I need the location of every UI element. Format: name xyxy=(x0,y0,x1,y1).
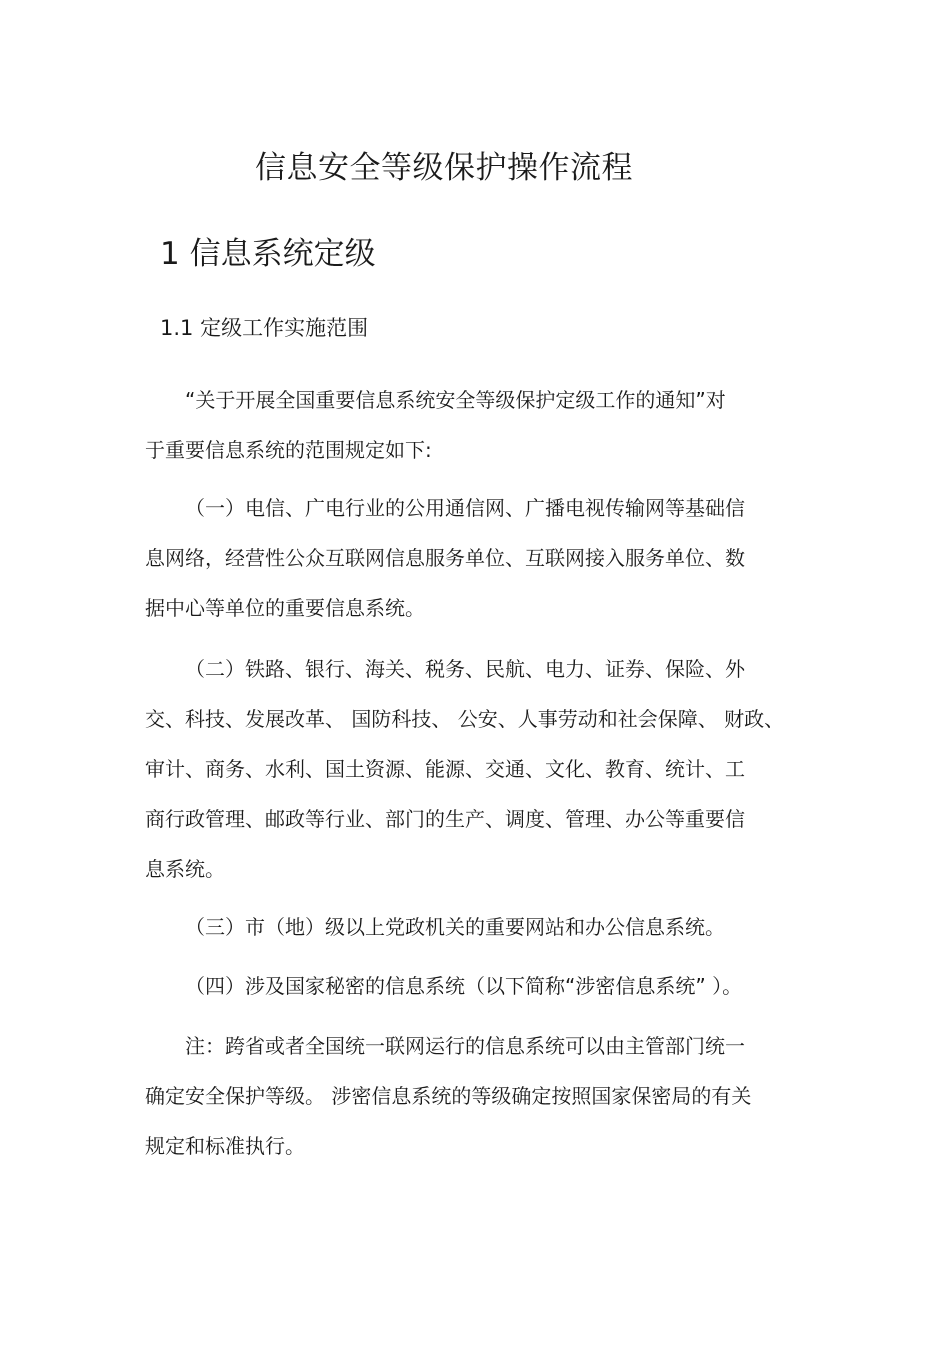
item2-line-5: 息系统。 xyxy=(145,857,225,881)
item4-line: （四）涉及国家秘密的信息系统（以下简称“涉密信息系统” ）。 xyxy=(185,974,743,998)
item1-line-1: （一）电信、广电行业的公用通信网、广播电视传输网等基础信 xyxy=(185,496,745,520)
intro-line-2: 于重要信息系统的范围规定如下: xyxy=(145,438,432,462)
item2-line-4: 商行政管理、邮政等行业、部门的生产、调度、管理、办公等重要信 xyxy=(145,807,745,831)
note-line-3: 规定和标准执行。 xyxy=(145,1134,305,1158)
note-line-1: 注：跨省或者全国统一联网运行的信息系统可以由主管部门统一 xyxy=(185,1034,745,1058)
intro-line-1: “关于开展全国重要信息系统安全等级保护定级工作的通知”对 xyxy=(185,388,726,412)
subsection-heading: 1.1 定级工作实施范围 xyxy=(160,316,369,340)
note-line-2: 确定安全保护等级。 涉密信息系统的等级确定按照国家保密局的有关 xyxy=(145,1084,752,1108)
section-heading: 1 信息系统定级 xyxy=(160,236,376,272)
item2-line-2: 交、科技、发展改革、 国防科技、 公安、人事劳动和社会保障、 财政、 xyxy=(145,707,785,731)
item2-line-3: 审计、商务、水利、国土资源、能源、交通、文化、教育、统计、工 xyxy=(145,757,745,781)
item1-line-3: 据中心等单位的重要信息系统。 xyxy=(145,596,425,620)
item1-line-2: 息网络，经营性公众互联网信息服务单位、互联网接入服务单位、数 xyxy=(145,546,745,570)
item3-line: （三）市（地）级以上党政机关的重要网站和办公信息系统。 xyxy=(185,915,725,939)
document-title: 信息安全等级保护操作流程 xyxy=(255,150,633,186)
item2-line-1: （二）铁路、银行、海关、税务、民航、电力、证券、保险、外 xyxy=(185,657,745,681)
